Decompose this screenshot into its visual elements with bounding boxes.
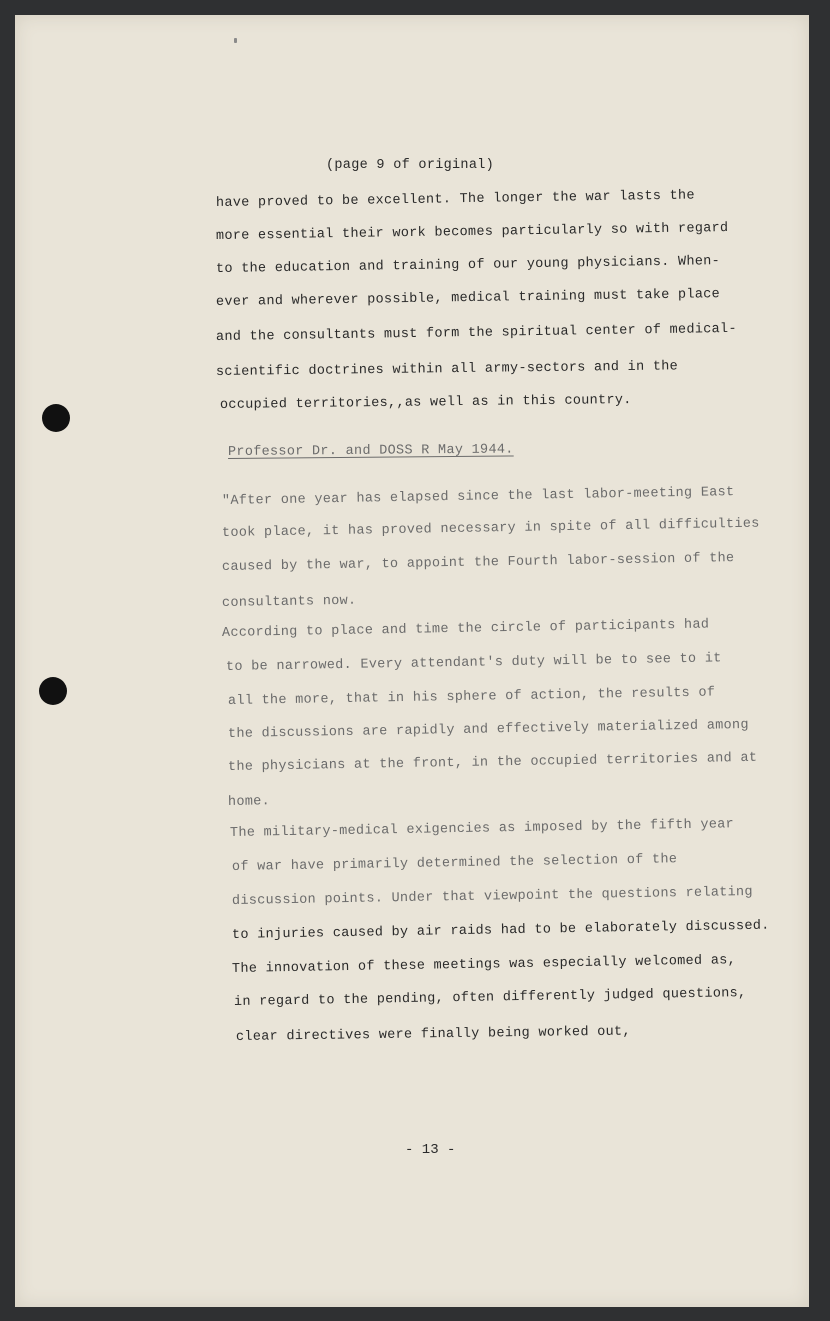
- paper-speck: [234, 38, 237, 43]
- page-number: - 13 -: [405, 1142, 456, 1158]
- punch-hole-bottom: [39, 677, 67, 705]
- text-line: ever and wherever possible, medical training must take place: [215, 287, 721, 310]
- text-line: all the more, that in his sphere of action, the results of: [227, 685, 716, 709]
- text-line: and the consultants must form the spiritual center of medical-: [215, 321, 737, 345]
- section-heading: Professor Dr. and DOSS R May 1944.: [227, 442, 514, 460]
- text-line: more essential their work becomes particularly so with regard: [215, 220, 729, 244]
- text-line: to injuries caused by air raids had to be elaborately discussed.: [231, 918, 770, 943]
- text-line: of war have primarily determined the selection of the: [231, 852, 678, 875]
- text-line: The military-medical exigencies as imposed by the fifth year: [229, 817, 735, 841]
- text-line: clear directives were finally being worked out,: [235, 1024, 631, 1045]
- page-header: (page 9 of original): [326, 158, 495, 173]
- text-line: to the education and training of our young physicians. When-: [215, 254, 721, 277]
- text-line: According to place and time the circle of participants had: [221, 617, 710, 641]
- text-line: in regard to the pending, often differently judged questions,: [233, 986, 747, 1010]
- text-line: consultants now.: [221, 593, 357, 611]
- text-line: The innovation of these meetings was especially welcomed as,: [231, 953, 737, 977]
- text-line: have proved to be excellent. The longer the war lasts the: [215, 188, 695, 211]
- text-line: took place, it has proved necessary in spite of all difficulties: [221, 516, 760, 541]
- text-line: the discussions are rapidly and effectively materialized among: [227, 717, 749, 742]
- text-line: scientific doctrines within all army-sectors and in the: [215, 359, 679, 380]
- text-line: the physicians at the front, in the occupied territories and at: [227, 750, 758, 775]
- text-line: to be narrowed. Every attendant's duty will be to see to it: [225, 651, 722, 675]
- text-line: occupied territories,,as well as in this country.: [219, 392, 632, 413]
- text-line: discussion points. Under that viewpoint the questions relating: [231, 884, 753, 909]
- text-line: caused by the war, to appoint the Fourth labor-session of the: [221, 551, 735, 575]
- text-line: home.: [227, 794, 271, 810]
- text-line: "After one year has elapsed since the last labor-meeting East: [221, 485, 735, 509]
- punch-hole-top: [42, 404, 70, 432]
